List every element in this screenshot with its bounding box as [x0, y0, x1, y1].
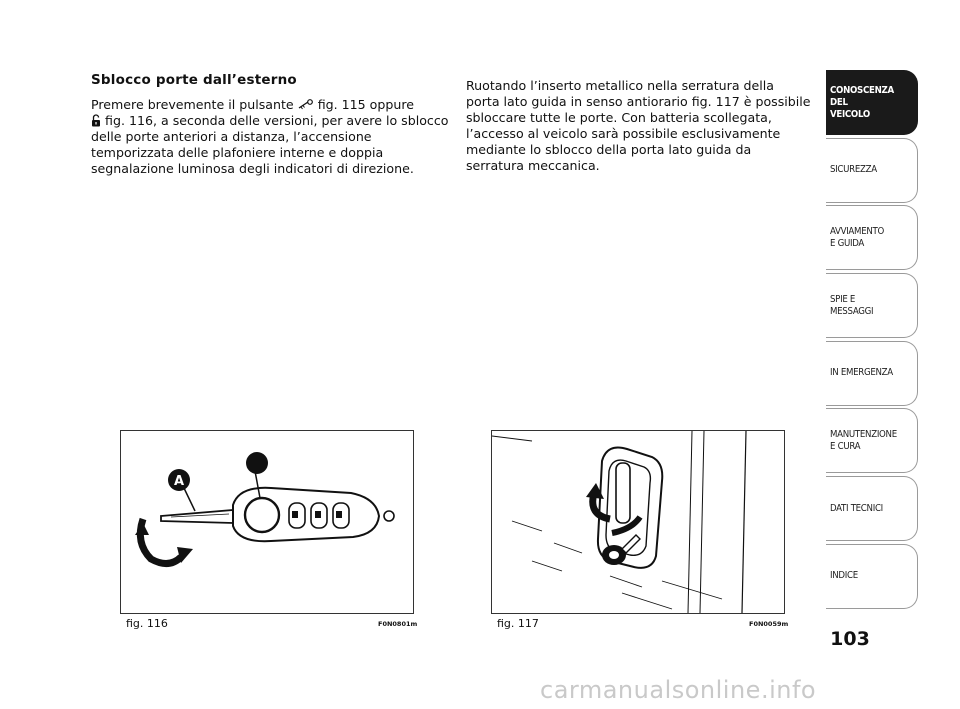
figure-116-code: F0N0801m: [378, 620, 418, 628]
tab-label: IN EMERGENZA: [830, 367, 893, 379]
left-paragraph-part2: fig. 115 oppure: [317, 97, 414, 112]
figure-116-label: fig. 116: [126, 617, 168, 630]
tab-label: CONOSCENZA DEL VEICOLO: [830, 84, 894, 120]
tab-label: DATI TECNICI: [830, 502, 883, 514]
tab-avviamento-e-guida[interactable]: [826, 205, 918, 270]
left-paragraph: [91, 97, 456, 177]
right-paragraph: Ruotando l’inserto metallico nella serratura della porta lato guida in senso antiorario fig. 117 è possibile sbloccare tutte le porte. Con batteria scollegata, l’accesso al veicolo sarà possibile esclusivamente mediante lo sblocco della porta lato guida da serratura meccanica.: [466, 78, 811, 173]
tab-conoscenza-del-veicolo[interactable]: [826, 70, 918, 135]
figure-117-door-lock: [491, 430, 785, 614]
door-lock-illustration: [492, 431, 784, 613]
figure-116-key: [120, 430, 414, 614]
tab-label: INDICE: [830, 570, 858, 582]
left-column: [91, 72, 456, 177]
tab-spie-e-messaggi[interactable]: [826, 273, 918, 338]
tab-manutenzione-e-cura[interactable]: [826, 408, 918, 473]
figure-117-label: fig. 117: [497, 617, 539, 630]
callout-a-label: A: [173, 474, 185, 489]
tab-in-emergenza[interactable]: [826, 341, 918, 406]
key-unlock-icon: [298, 99, 314, 110]
callout-b-marker: [246, 452, 268, 474]
tab-label: SICUREZZA: [830, 164, 877, 176]
watermark[interactable]: carmanualsonline.info: [540, 676, 817, 704]
figure-117-code: F0N0059m: [749, 620, 789, 628]
left-paragraph-part1: Premere brevemente il pulsante: [91, 97, 294, 112]
tab-label: AVVIAMENTO E GUIDA: [830, 225, 884, 249]
section-sidebar: [826, 70, 918, 612]
tab-label: MANUTENZIONE E CURA: [830, 428, 897, 452]
padlock-open-icon: [91, 114, 101, 127]
tab-indice[interactable]: [826, 544, 918, 609]
left-paragraph-part3: fig. 116, a seconda delle versioni, per avere lo sblocco delle porte anteriori a distanza, l’accensione temporizzata delle plafoniere interne e doppia segnalazione luminosa degli indicatori di direzione.: [91, 113, 449, 176]
tab-sicurezza[interactable]: [826, 138, 918, 203]
page-number: 103: [830, 628, 870, 650]
flip-key-illustration: [121, 431, 413, 613]
tab-dati-tecnici[interactable]: [826, 476, 918, 541]
right-column: [466, 78, 811, 174]
section-title: Sblocco porte dall’esterno: [91, 72, 297, 88]
tab-label: SPIE E MESSAGGI: [830, 293, 874, 317]
